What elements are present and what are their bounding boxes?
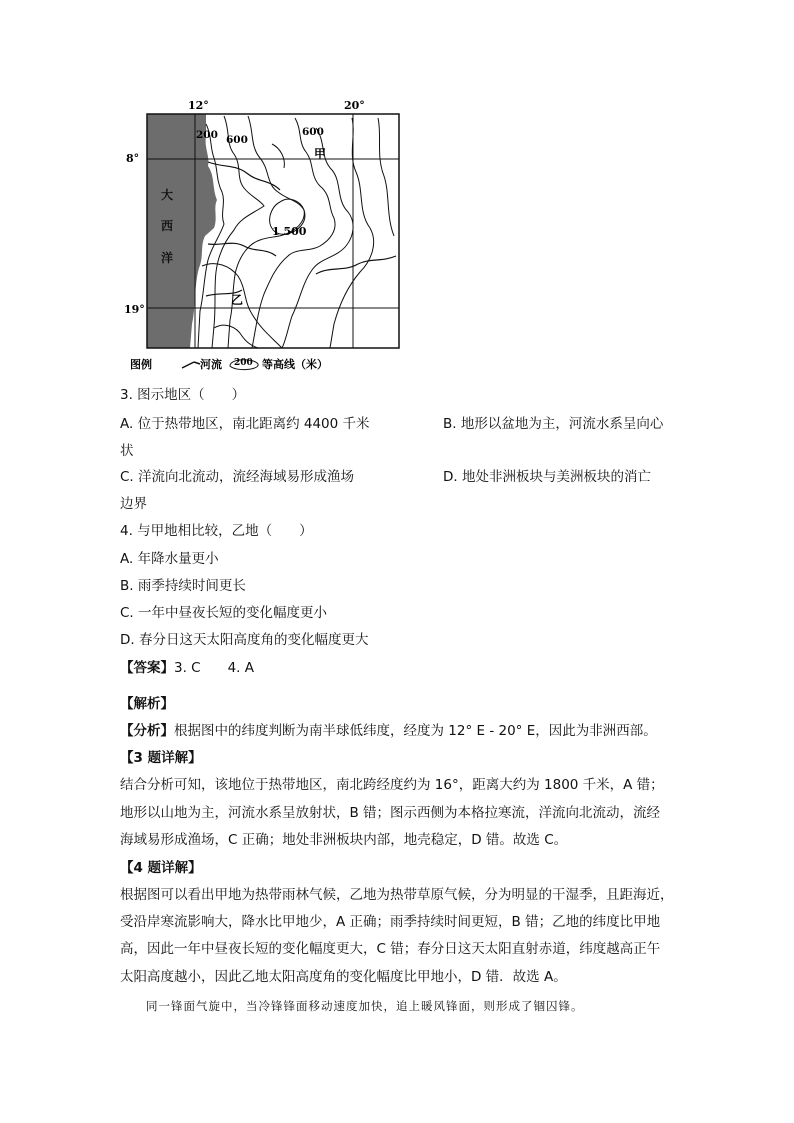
ocean-shade [147,114,217,348]
analysis-fenxi-line [120,721,657,741]
answer-value: 3. C 4. A [174,660,255,676]
place-label-jia: 甲 [314,147,327,161]
analysis-heading: 【解析】 [120,696,174,712]
answer-line [120,658,254,678]
q4-detail-heading: 【4 题详解】 [120,860,202,876]
q3-option-c: C. 洋流向北流动，流经海域易形成渔场 [120,469,355,485]
q4-option-a: A. 年降水量更小 [120,551,219,567]
legend-contour-sample: 200 [234,358,253,368]
ocean-label-char-3: 洋 [161,251,174,265]
q3-option-d-line1: D. 地处非洲板块与美洲板块的消亡 [443,469,651,485]
q4-option-d: D. 春分日这天太阳高度角的变化幅度更大 [120,632,369,648]
lat-label-19: 19° [124,303,145,316]
legend-river-label: 河流 [200,358,222,371]
q3-option-a: A. 位于热带地区，南北距离约 4400 千米 [120,416,370,432]
q3-option-b-line1: B. 地形以盆地为主，河流水系呈向心 [443,416,664,432]
lon-label-12: 12° [188,99,209,112]
q3-option-d-line2: 边界 [120,496,147,512]
q3-detail-line-3: 海域易形成渔场，C 正确；地处非洲板块内部，地壳稳定，D 错。故选 C。 [120,832,568,848]
lon-label-20: 20° [344,99,365,112]
legend-river-icon [182,362,200,368]
contour-label-200: 200 [196,129,218,141]
q4-detail-line-2: 受沿岸寒流影响大，降水比甲地少，A 正确；雨季持续时间更短，B 错；乙地的纬度比甲地 [120,914,661,930]
ocean-label-char-1: 大 [161,188,174,202]
q4-stem: 4. 与甲地相比较，乙地（ ） [120,523,313,539]
q3-detail-line-1: 结合分析可知，该地位于热带地区，南北跨经度约为 16°，距离大约为 1800 千米，A 错； [120,777,664,793]
lat-label-8: 8° [126,152,140,165]
q3-stem: 3. 图示地区（ ） [120,387,246,403]
q3-option-b-line2: 状 [120,443,134,459]
q4-detail-line-4: 太阳高度越小，因此乙地太阳高度角的变化幅度比甲地小，D 错．故选 A。 [120,969,567,985]
q3-detail-line-2: 地形以山地为主，河流水系呈放射状，B 错；图示西侧为本格拉寒流，洋流向北流动，流经 [120,805,661,821]
ocean-label-char-2: 西 [161,219,174,233]
q4-option-b: B. 雨季持续时间更长 [120,578,246,594]
fenxi-label: 【分析】 [120,723,174,739]
place-label-yi: 乙 [231,293,244,307]
q4-detail-line-1: 根据图可以看出甲地为热带雨林气候，乙地为热带草原气候，分为明显的干湿季，且距海近， [120,887,674,903]
legend-contour-label: 等高线（米） [262,358,328,371]
fenxi-text: 根据图中的纬度判断为南半球低纬度，经度为 12° E - 20° E，因此为非洲西部。 [174,723,657,739]
map-svg [120,96,410,378]
contour-label-600-west: 600 [226,134,248,146]
footnote-text: 同一锋面气旋中，当冷锋锋面移动速度加快，追上暖风锋面，则形成了锢囚锋。 [146,999,584,1013]
answer-label: 【答案】 [120,660,174,676]
contour-label-600-east: 600 [302,126,324,138]
q3-detail-heading: 【3 题详解】 [120,750,202,766]
q4-detail-line-3: 高，因此一年中昼夜长短的变化幅度更大，C 错；春分日这天太阳直射赤道，纬度越高正午 [120,941,661,957]
legend-title: 图例 [130,358,152,371]
q4-option-c: C. 一年中昼夜长短的变化幅度更小 [120,605,328,621]
topographic-map-figure [120,96,410,378]
contour-label-1500: 1 500 [272,225,307,238]
